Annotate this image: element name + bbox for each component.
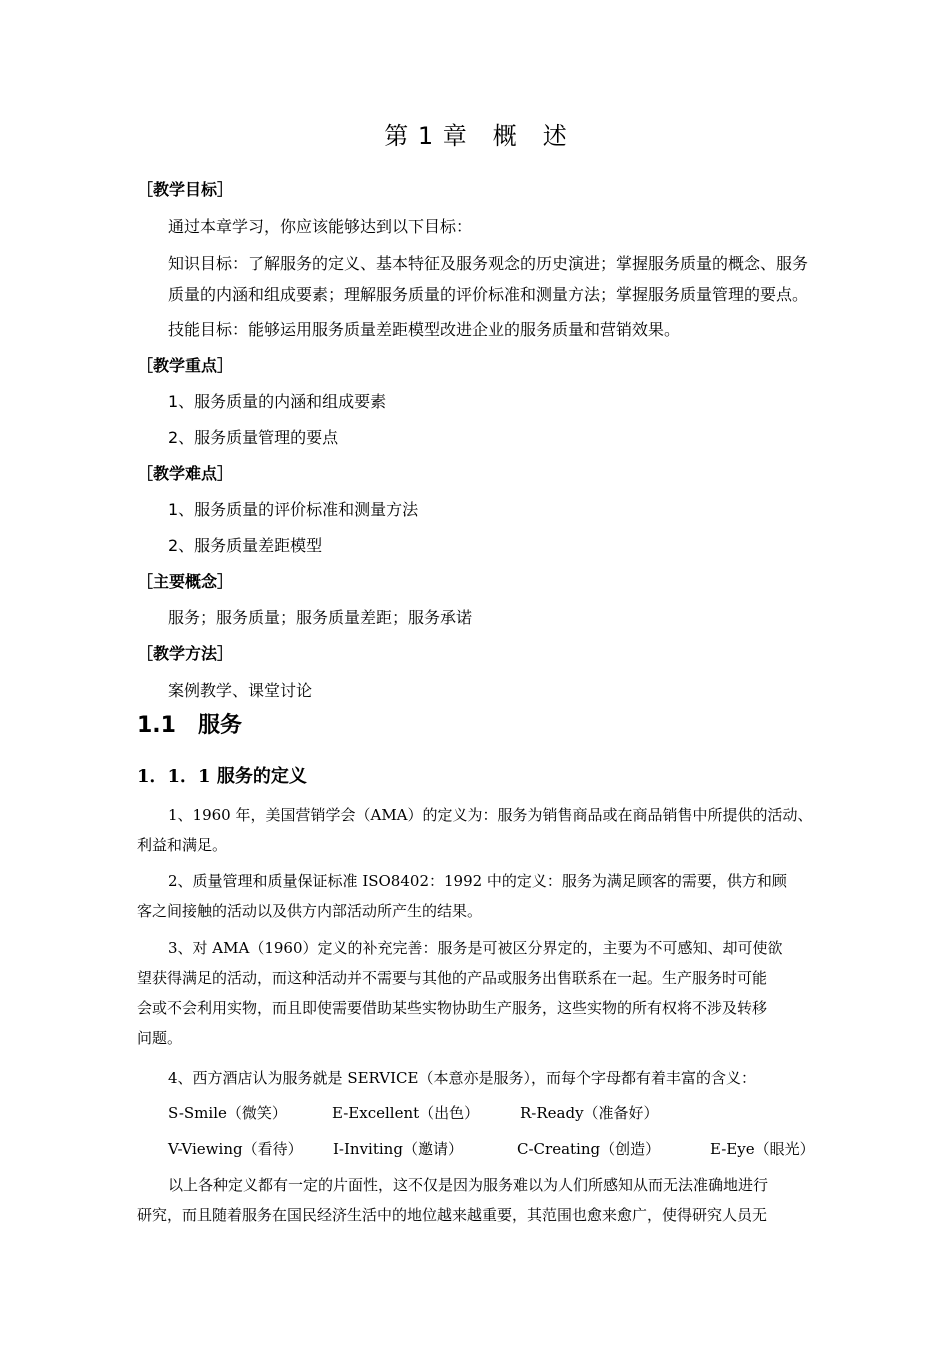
definition-2-line2: 客之间接触的活动以及供方内部活动所产生的结果。 [137, 902, 483, 920]
concepts-text: 服务；服务质量；服务质量差距；服务承诺 [168, 608, 473, 627]
difficulty-item: 1、服务质量的评价标准和测量方法 [168, 500, 419, 519]
knowledge-objective-line2: 质量的内涵和组成要素；理解服务质量的评价标准和测量方法；掌握服务质量管理的要点。 [168, 285, 809, 304]
definition-3-line3: 会或不会利用实物，而且即使需要借助某些实物协助生产服务，这些实物的所有权将不涉及转移 [137, 999, 768, 1017]
definition-2-line1: 2、质量管理和质量保证标准 ISO8402：1992 中的定义：服务为满足顾客的需要，供方和顾 [168, 872, 787, 890]
definition-1-line2: 利益和满足。 [137, 836, 228, 854]
definition-3-line2: 望获得满足的活动，而这种活动并不需要与其他的产品或服务出售联系在一起。生产服务时可能 [137, 969, 768, 987]
definition-4-line1: 4、西方酒店认为服务就是 SERVICE（本意亦是服务），而每个字母都有着丰富的含义： [168, 1069, 756, 1087]
service-letter-i: I-Inviting（邀请） [333, 1140, 463, 1158]
definition-3-line1: 3、对 AMA（1960）定义的补充完善：服务是可被区分界定的，主要为不可感知、却可使欲 [168, 939, 783, 957]
summary-line2: 研究，而且随着服务在国民经济生活中的地位越来越重要，其范围也愈来愈广，使得研究人员无 [137, 1206, 768, 1224]
service-letter-s: S-Smile（微笑） [168, 1104, 287, 1122]
key-point-item: 2、服务质量管理的要点 [168, 428, 339, 447]
summary-line1: 以上各种定义都有一定的片面性，这不仅是因为服务难以为人们所感知从而无法准确地进行 [168, 1176, 769, 1194]
difficulty-item: 2、服务质量差距模型 [168, 536, 323, 555]
difficulties-heading: ［教学难点］ [137, 464, 234, 483]
key-points-heading: ［教学重点］ [137, 356, 234, 375]
concepts-heading: ［主要概念］ [137, 572, 234, 591]
definition-1-line1: 1、1960 年，美国营销学会（AMA）的定义为：服务为销售商品或在商品销售中所提供的活动、 [168, 806, 813, 824]
service-letter-v: V-Viewing（看待） [168, 1140, 303, 1158]
knowledge-objective-line1: 知识目标：了解服务的定义、基本特征及服务观念的历史演进；掌握服务质量的概念、服务 [168, 254, 809, 273]
service-letter-r: R-Ready（准备好） [520, 1104, 659, 1122]
skill-objective: 技能目标：能够运用服务质量差距模型改进企业的服务质量和营销效果。 [168, 320, 681, 339]
section-heading-1-1-1: 1．1．1 服务的定义 [137, 766, 307, 787]
methods-text: 案例教学、课堂讨论 [168, 681, 313, 700]
definition-3-line4: 问题。 [137, 1029, 183, 1047]
key-point-item: 1、服务质量的内涵和组成要素 [168, 392, 387, 411]
objectives-heading: ［教学目标］ [137, 180, 234, 199]
service-letter-c: C-Creating（创造） [517, 1140, 661, 1158]
section-heading-1-1: 1.1 服务 [137, 713, 242, 738]
methods-heading: ［教学方法］ [137, 644, 234, 663]
objectives-intro: 通过本章学习，你应该能够达到以下目标： [168, 217, 473, 236]
chapter-title: 第 1 章 概 述 [384, 122, 568, 150]
service-letter-e: E-Excellent（出色） [332, 1104, 480, 1122]
service-letter-e-eye: E-Eye（眼光） [710, 1140, 815, 1158]
